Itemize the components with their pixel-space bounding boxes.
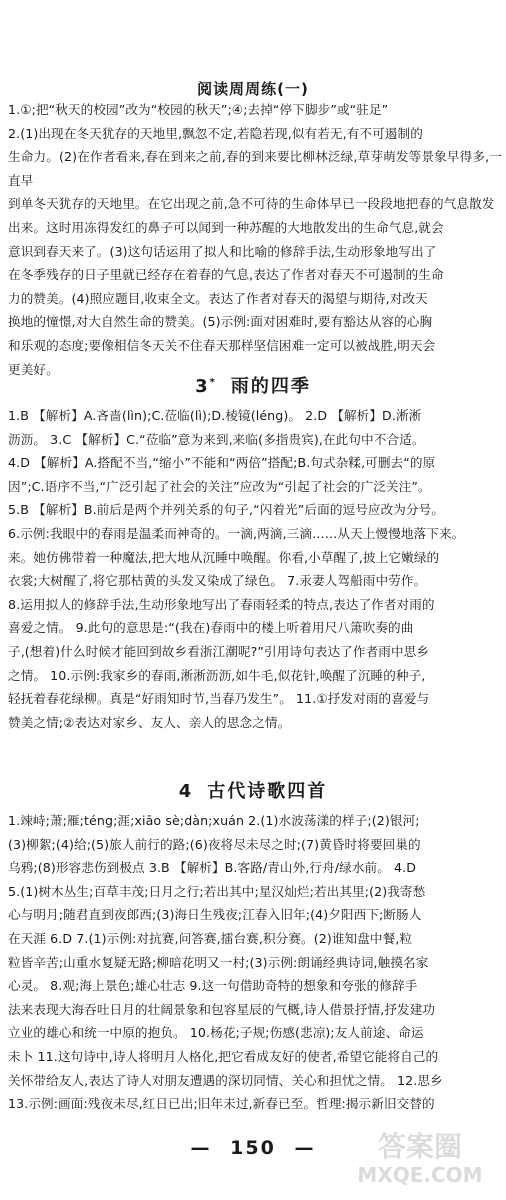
watermark-text-main: 答案圈 [377,1130,463,1163]
text-line: 立业的雄心和统一中原的抱负。 10.杨花;子规;伤感(悲凉);友人前途、命运 [8,1025,424,1041]
text-line: 之情。 10.示例:我家乡的春雨,淅淅沥沥,如牛毛,似花针,唤醒了沉睡的种子, [8,667,426,683]
text-line: 因”;C.语序不当,“广泛引起了社会的关注”应改为“引起了社会的广泛关注”。 [8,478,431,494]
text-line: 未卜 11.这句诗中,诗人将明月人格化,把它看成友好的使者,希望它能将自己的 [8,1048,439,1064]
text-line: 意识到春天来了。(3)这句话运用了拟人和比喻的修辞手法,生动形象地写出了 [8,243,437,259]
text-line: 喜爱之情。 9.此句的意思是:“(我在)春雨中的楼上听着用尺八箫吹奏的曲 [8,620,414,636]
section-title-reading-weekly: 阅读周周练(一) [197,80,309,98]
text-line: 在冬季残存的日子里就已经存在着春的气息,表达了作者对春天不可遏制的生命 [8,267,444,283]
section-title: 古代诗歌四首 [207,781,328,802]
text-line: 法来表现大海吞吐日月的壮阔景象和包容星辰的气概,诗人借景抒情,抒发建功 [8,1001,436,1017]
text-line: 和乐观的态度;要像相信冬天关不住春天那样坚信困难一定可以被战胜,明天会 [8,337,436,353]
text-line: 心与明月;随君直到夜郎西;(3)海日生残夜;江春入旧年;(4)夕阳西下;断肠人 [8,907,422,923]
text-line: 换地的憧憬,对大自然生命的赞美。(5)示例:面对困难时,要有豁达从容的心胸 [8,314,433,330]
text-line: 力的赞美。(4)照应题目,收束全文。表达了作者对春天的渴望与期待,对改天 [8,290,428,306]
text-line: 8.运用拟人的修辞手法,生动形象地写出了春雨轻柔的特点,表达了作者对雨的 [8,596,435,612]
watermark-text-url: MXQE.COM [357,1163,483,1187]
text-line: 粒皆辛苦;山重水复疑无路;柳暗花明又一村;(3)示例:朗诵经典诗词,触摸名家 [8,954,429,970]
text-line: 到单冬天犹存的天地里。在它出现之前,急不可待的生命体早已一段段地把春的气息散发 [8,196,495,212]
text-line: (3)柳絮;(4)给;(5)旅人前行的路;(6)夜将尽未尽之时;(7)黄昏时将要回巢的 [8,836,421,852]
section-heading-ancient-poems [0,777,506,803]
text-line: 6.示例:我眼中的春雨是温柔而神奇的。一滴,两滴,三滴……从天上慢慢地落下来。 [8,525,465,541]
text-line: 生命力。(2)在作者看来,春在到来之前,春的到来要比柳林泛绿,草芽萌发等景象早得多,一直早 [8,149,502,188]
section2-body [8,404,502,734]
text-line: 更美好。 [8,361,59,377]
text-line: 乌鸦;(8)形容悲伤到极点 3.B 【解析】B.客路/青山外,行舟/绿水前。 4.D [8,860,417,876]
text-line: 赞美之情;②表达对家乡、友人、亲人的思念之情。 [8,714,291,730]
watermark-logo [340,1122,500,1192]
text-line: 2.(1)出现在冬天犹存的天地里,飘忽不定,若隐若现,似有若无,有不可遏制的 [8,125,423,141]
text-line: 1.①;把“秋天的校园”改为“校园的秋天”;④;去掉“停下脚步”或“驻足” [8,102,389,117]
text-line: 5.B 【解析】B.前后是两个并列关系的句子,“闪着光”后面的逗号应改为分号。 [8,502,445,518]
text-line: 子,(想着)什么时候才能回到故乡看浙江潮呢?”引用诗句表达了作者雨中思乡 [8,643,430,659]
text-line: 轻抚着春花绿柳。真是“好雨知时节,当春乃发生”。 11.①抒发对雨的喜爱与 [8,691,430,707]
text-line: 1.竦峙;萧;雁;téng;涯;xiāo sè;dàn;xuán 2.(1)水波荡漾的样子;(2)银河; [8,813,420,828]
optional-mark: * [209,377,217,388]
text-line: 1.B 【解析】A.吝啬(lìn);C.莅临(lì);D.棱镜(léng)。 2.D 【解析】D.淅淅 [8,408,422,423]
text-line: 出来。这时用冻得发红的鼻子可以闻到一种苏醒的大地散发出的生命气息,就会 [8,219,444,235]
section-number: 4 [178,781,194,802]
text-line: 在天涯 6.D 7.(1)示例:对抗赛,问答赛,擂台赛,积分赛。(2)谁知盘中餐,粒 [8,930,413,946]
text-line: 13.示例:画面:残夜未尽,红日已出;旧年未过,新春已至。哲理:揭示新旧交替的 [8,1096,435,1112]
text-line: 关怀带给友人,表达了诗人对朋友遭遇的深切同情、关心和担忧之情。 12.思乡 [8,1072,443,1088]
section1-body [8,98,502,381]
footer-dash-right: — [294,1137,316,1159]
text-line: 4.D 【解析】A.搭配不当,“缩小”不能和“两倍”搭配;B.句式杂糅,可删去“的原 [8,455,436,471]
footer-dash-left: — [190,1137,212,1159]
section3-body [8,809,502,1116]
text-line: 5.(1)树木丛生;百草丰茂;日月之行;若出其中;星汉灿烂;若出其里;(2)我寄愁 [8,883,426,899]
text-line: 沥沥。 3.C 【解析】C.“莅临”意为来到,来临(多指贵宾),在此句中不合适。 [8,431,425,447]
text-line: 衣裳;大树醒了,将它那枯黄的头发又染成了绿色。 7.汞妻人驾船雨中劳作。 [8,573,427,589]
section-heading-rain-seasons [0,372,506,398]
text-line: 来。她仿佛带着一种魔法,把大地从沉睡中唤醒。你看,小草醒了,披上它嫩绿的 [8,549,440,565]
page-number: 150 [230,1137,276,1159]
section-number: 3 [195,376,210,397]
text-line: 心灵。 8.观;海上景色;雄心壮志 9.这一句借助奇特的想象和夸张的修辞手 [8,978,418,994]
section-title: 雨的四季 [230,376,311,397]
